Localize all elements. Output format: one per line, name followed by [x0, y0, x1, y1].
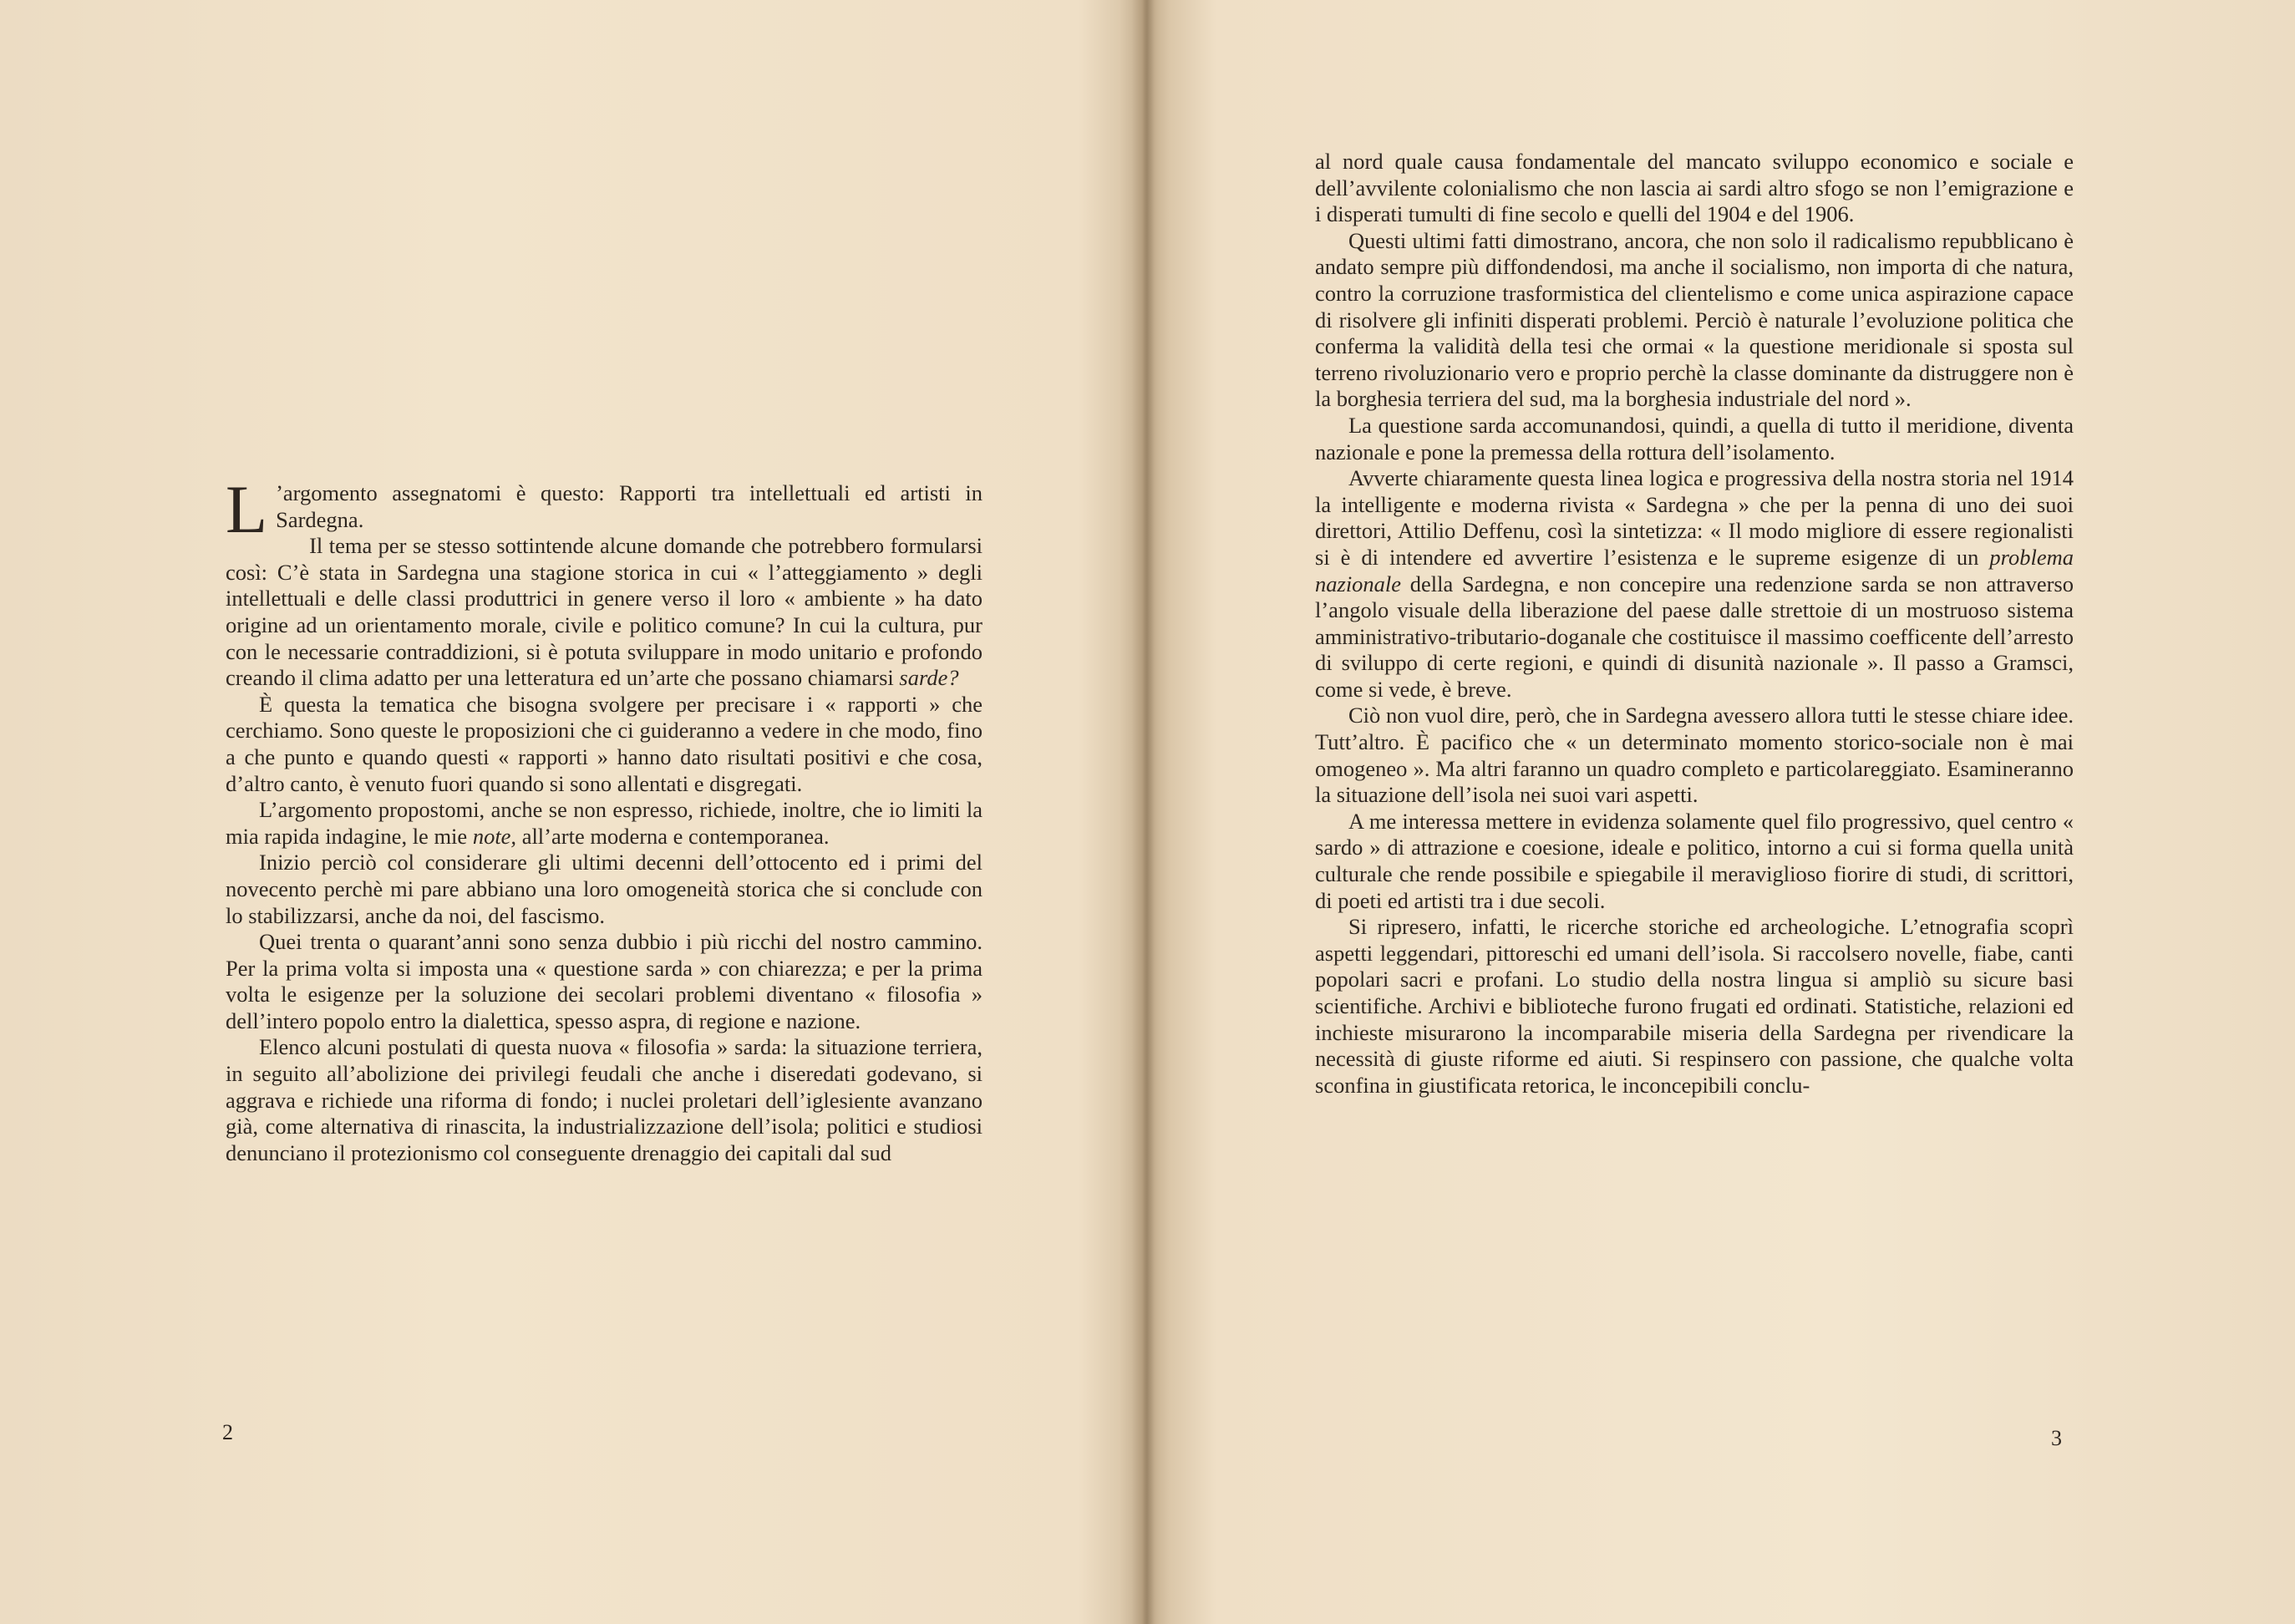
paragraph: La questione sarda accomunandosi, quindi, a quella di tutto il meridione, diventa nazionale e pone la premessa della rottura dell’isolamento. — [1315, 412, 2074, 464]
paragraph: Quei trenta o quarant’anni sono senza dubbio i più ricchi del nostro cammino. Per la prima volta si imposta una « questione sarda » con chiarezza; e per la prima volta le esigenze per la soluzione dei secolari problemi diventano « filosofia » dell’intero popolo entro la dialettica, spesso aspra, di regione e nazione. — [226, 929, 982, 1033]
italic-word: note, — [472, 823, 517, 849]
left-page-text — [226, 471, 982, 1166]
paragraph: Ciò non vuol dire, però, che in Sardegna avessero allora tutti le stesse chiare idee. Tutt’altro. È pacifico che « un determinato momento storico-sociale non è mai omogeneo ». Ma altri faranno un quadro completo e particolareggiato. Esamineranno la situazione dell’isola nei suoi vari aspetti. — [1315, 703, 2074, 808]
paragraph: Si ripresero, infatti, le ricerche storiche ed archeologiche. L’etnografia scoprì aspetti leggendari, pittoreschi ed umani dell’isola. Si raccolsero novelle, fiabe, canti popolari sacri e profani. Lo studio della nostra lingua si ampliò su sicure basi scientifiche. Archivi e biblioteche furono frugati ed ordinati. Statistiche, relazioni ed inchieste misurarono la incomparabile miseria della Sardegna per rivendicare la necessità di giuste riforme ed aiuti. Si respinsero con passione, che qualche volta sconfina in giustificata retorica, le inconcepibili conclu- — [1315, 914, 2074, 1098]
italic-phrase: problema nazionale — [1315, 544, 2074, 596]
page-number: 3 — [2051, 1426, 2062, 1450]
right-page-text — [1315, 149, 2074, 1099]
right-page — [1150, 0, 2295, 1624]
italic-word: sarde? — [899, 665, 959, 691]
paragraph: È questa la tematica che bisogna svolgere per precisare i « rapporti » che cerchiamo. Sono queste le proposizioni che ci guideranno a vedere in che modo, fino a che punto e quando questi « rapporti » hanno dato risultati positivi e che cosa, d’altro canto, è venuto fuori quando si sono allentati e disgregati. — [226, 691, 982, 796]
paragraph: al nord quale causa fondamentale del mancato sviluppo economico e sociale e dell’avvilente colonialismo che non lascia ai sardi altro sfogo se non l’emigrazione e i disperati tumulti di fine secolo e quelli del 1904 e del 1906. — [1315, 149, 2074, 227]
drop-cap: L — [226, 471, 268, 547]
paragraph: Il tema per se stesso sottintende alcune domande che potrebbero formularsi così: C’è stata in Sardegna una stagione storica in cui « l’atteggiamento » degli intellettuali e delle classi produttrici in genere verso il loro « ambiente » ha dato origine ad un orientamento morale, civile e politico comune? In cui la cultura, pur con le necessarie contraddizioni, si è potuta sviluppare in modo unitario e profondo creando il clima adatto per una letteratura ed un’arte che possano chiamarsi sarde? — [226, 533, 982, 691]
paragraph: A me interessa mettere in evidenza solamente quel filo progressivo, quel centro « sardo » di attrazione e coesione, ideale e politico, intorno a cui si forma quella unità culturale che rende possibile e spiegabile il meraviglioso fiorire di studi, di scrittori, di poeti ed artisti tra i due secoli. — [1315, 808, 2074, 913]
paragraph: Questi ultimi fatti dimostrano, ancora, che non solo il radicalismo repubblicano è andato sempre più diffondendosi, ma anche il socialismo, non importa di che natura, contro la corruzione trasformistica del clientelismo e come unica aspirazione capace di risolvere gli infiniti disperati problemi. Perciò è naturale l’evoluzione politica che conferma la validità della tesi che ormai « la questione meridionale si sposta sul terreno rivoluzionario vero e proprio perchè la classe dominante da distruggere non è la borghesia terriera del sud, ma la borghesia industriale del nord ». — [1315, 227, 2074, 412]
left-page — [0, 0, 1145, 1624]
paragraph: L ’argomento assegnatomi è questo: Rapporti tra intellettuali ed artisti in Sardegna. — [226, 471, 982, 547]
paragraph: Elenco alcuni postulati di questa nuova « filosofia » sarda: la situazione terriera, in seguito all’abolizione dei privilegi feudali che anche i diseredati godevano, si aggrava e richiede una riforma di fondo; i nuclei proletari dell’iglesiente avanzano già, come alternativa di rinascita, la industrializzazione dell’isola; politici e studiosi denunciano il protezionismo col conseguente drenaggio dei capitali dal sud — [226, 1034, 982, 1165]
paragraph: Avverte chiaramente questa linea logica e progressiva della nostra storia nel 1914 la intelligente e moderna rivista « Sardegna » che per la penna di uno dei suoi direttori, Attilio Deffenu, così la sintetizza: « Il modo migliore di essere regionalisti si è di intendere ed avvertire l’esistenza e le supreme esigenze di un problema nazionale della Sardegna, e non concepire una redenzione sarda se non attraverso l’angolo visuale della liberazione del paese dalle strettoie di un mostruoso sistema amministrativo-tributario-doganale che costituisce il massimo coefficente dell’arresto di sviluppo di certe regioni, e quindi di disunità nazionale ». Il passo a Gramsci, come si vede, è breve. — [1315, 465, 2074, 702]
paragraph: L’argomento propostomi, anche se non espresso, richiede, inoltre, che io limiti la mia rapida indagine, le mie note, all’arte moderna e contemporanea. — [226, 797, 982, 849]
page-number: 2 — [222, 1420, 233, 1444]
paragraph: Inizio perciò col considerare gli ultimi decenni dell’ottocento ed i primi del novecento perchè mi pare abbiano una loro omogeneità storica che si conclude con lo stabilizzarsi, anche da noi, del fascismo. — [226, 850, 982, 928]
